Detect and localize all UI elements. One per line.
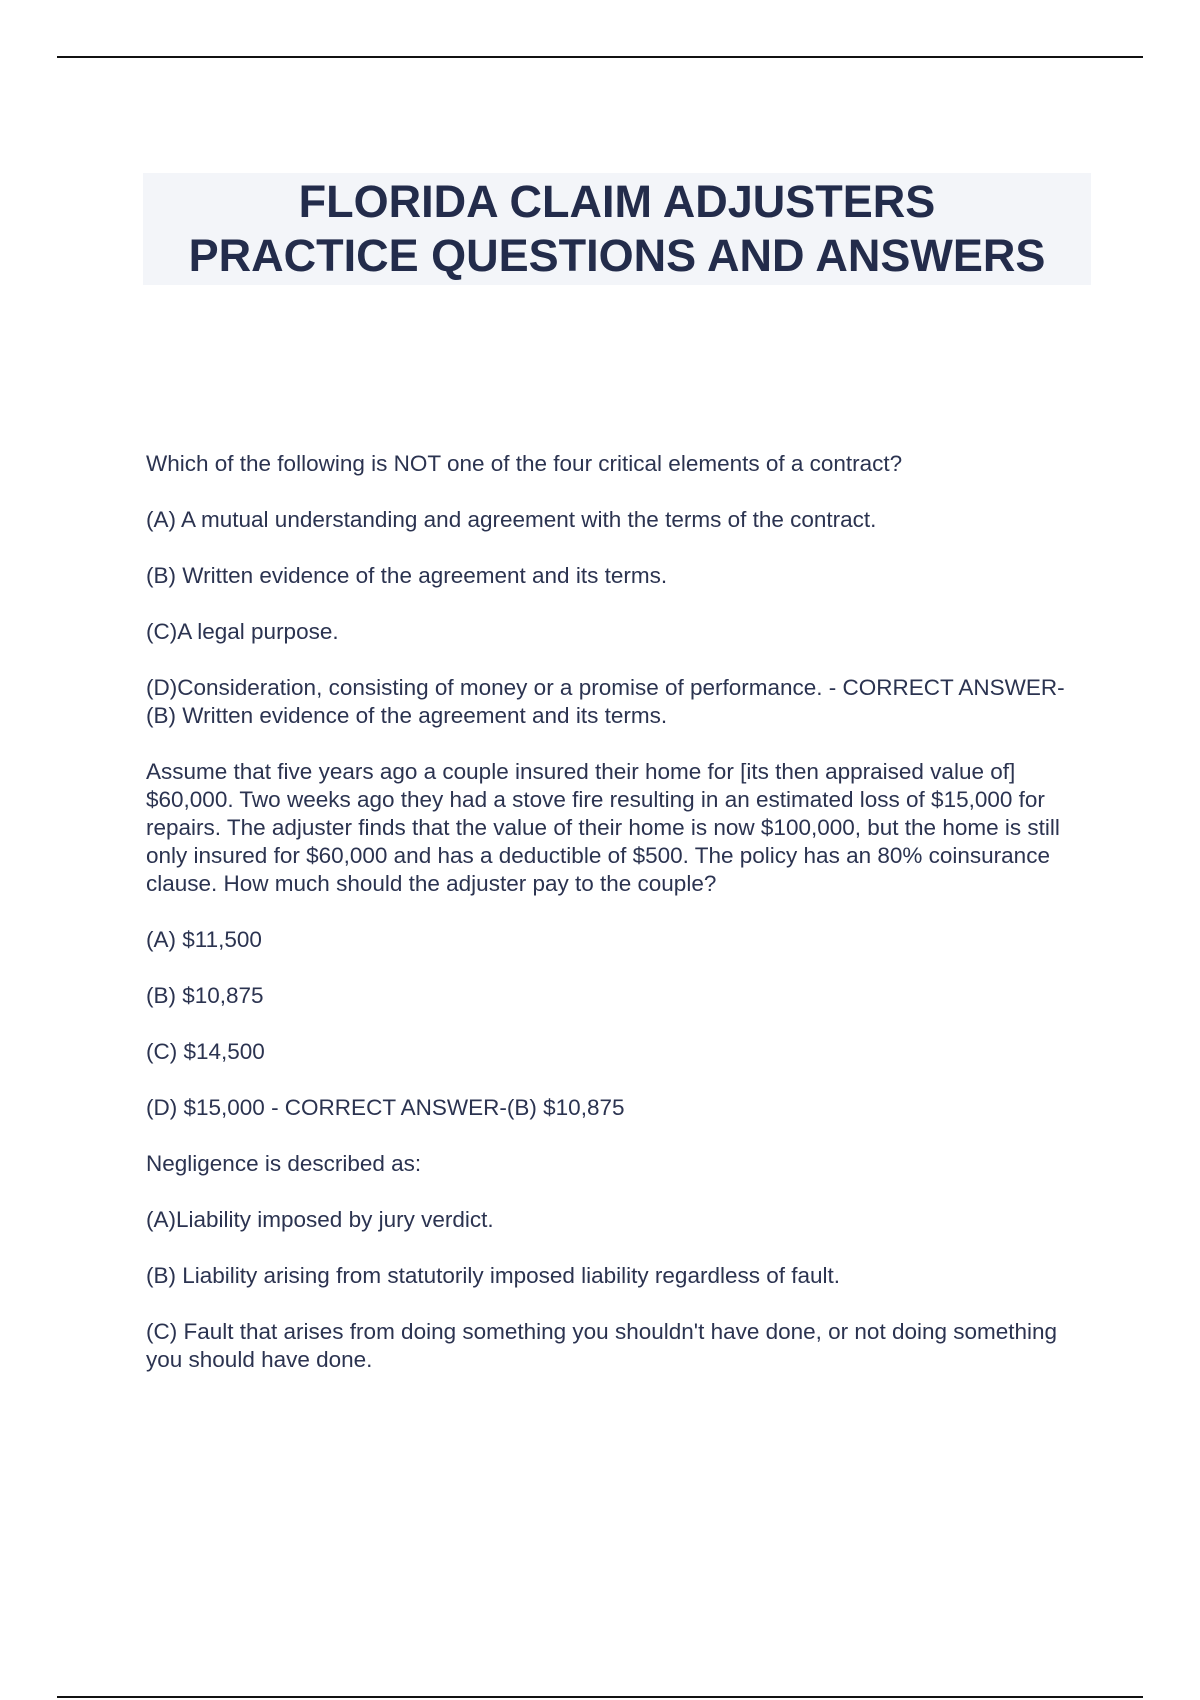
question-1-option-d-answer: (D)Consideration, consisting of money or a promise of performance. - CORRECT ANSWER-(B) Written evidence of the agreement and its terms. [146,675,1065,728]
bottom-divider [57,1696,1143,1698]
question-1-option-b: (B) Written evidence of the agreement and its terms. [146,563,668,588]
question-3-text: Negligence is described as: [146,1151,422,1176]
top-divider [57,56,1143,58]
question-2-option-c: (C) $14,500 [146,1039,265,1064]
title-line-2: PRACTICE QUESTIONS AND ANSWERS [188,230,1046,281]
question-2-option-a: (A) $11,500 [146,927,262,952]
question-1-text: Which of the following is NOT one of the four critical elements of a contract? [146,451,903,476]
question-3-option-a: (A)Liability imposed by jury verdict. [146,1207,494,1232]
question-3-option-b: (B) Liability arising from statutorily imposed liability regardless of fault. [146,1263,841,1288]
document-title [143,173,1091,285]
question-1-option-a: (A) A mutual understanding and agreement with the terms of the contract. [146,507,877,532]
question-1-option-c: (C)A legal purpose. [146,619,339,644]
question-2-text: Assume that five years ago a couple insured their home for [its then appraised value of] $60,000. Two weeks ago they had a stove fire resulting in an estimated loss of $15,000 for repairs. The adjuster finds that the value of their home is now $100,000, but the home is still only insured for $60,000 and has a deductible of $500. The policy has an 80% coinsurance clause. How much should the adjuster pay to the couple? [146,759,1060,896]
question-2-option-d-answer: (D) $15,000 - CORRECT ANSWER-(B) $10,875 [146,1095,625,1120]
question-2-option-b: (B) $10,875 [146,983,264,1008]
question-3-option-c: (C) Fault that arises from doing something you shouldn't have done, or not doing something you should have done. [146,1319,1058,1372]
title-line-1: FLORIDA CLAIM ADJUSTERS [298,176,936,227]
document-body [146,450,1086,1402]
